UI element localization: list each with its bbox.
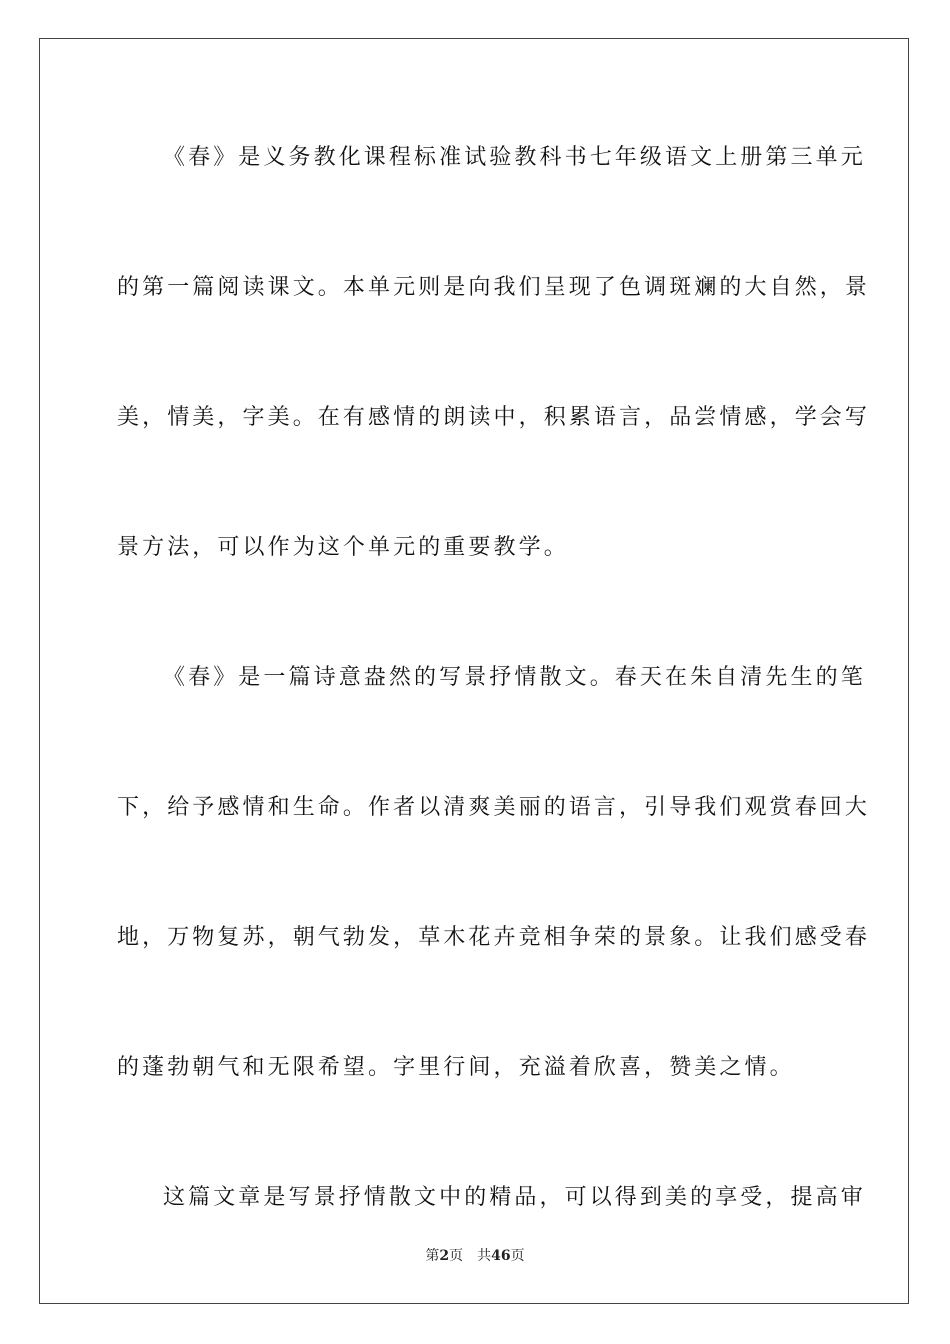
paragraph-2-line-2: 下，给予感情和生命。作者以清爽美丽的语言，引导我们观赏春回大 bbox=[117, 795, 871, 820]
page-footer bbox=[0, 1245, 950, 1265]
total-pages-number: 46 bbox=[491, 1248, 511, 1264]
footer-prefix: 第 bbox=[425, 1248, 440, 1264]
footer-page-suffix: 页 bbox=[449, 1248, 464, 1264]
paragraph-1-line-1: 《春》是义务教化课程标准试验教科书七年级语文上册第三单元 bbox=[163, 145, 866, 170]
paragraph-2-line-1: 《春》是一篇诗意盎然的写景抒情散文。春天在朱自清先生的笔 bbox=[163, 665, 866, 690]
footer-total-suffix: 页 bbox=[510, 1248, 525, 1264]
paragraph-2-line-3: 地，万物复苏，朝气勃发，草木花卉竞相争荣的景象。让我们感受春 bbox=[117, 925, 871, 950]
current-page-number: 2 bbox=[439, 1248, 450, 1264]
footer-total-prefix: 共 bbox=[477, 1248, 492, 1264]
paragraph-3-line-1: 这篇文章是写景抒情散文中的精品，可以得到美的享受，提高审 bbox=[163, 1185, 866, 1210]
paragraph-1-line-4: 景方法，可以作为这个单元的重要教学。 bbox=[117, 535, 569, 560]
document-body bbox=[117, 126, 871, 1296]
paragraph-1-line-3: 美，情美，字美。在有感情的朗读中，积累语言，品尝情感，学会写 bbox=[117, 405, 871, 430]
paragraph-2-line-4: 的蓬勃朝气和无限希望。字里行间，充溢着欣喜，赞美之情。 bbox=[117, 1055, 795, 1080]
paragraph-1-line-2: 的第一篇阅读课文。本单元则是向我们呈现了色调斑斓的大自然，景 bbox=[117, 275, 871, 300]
